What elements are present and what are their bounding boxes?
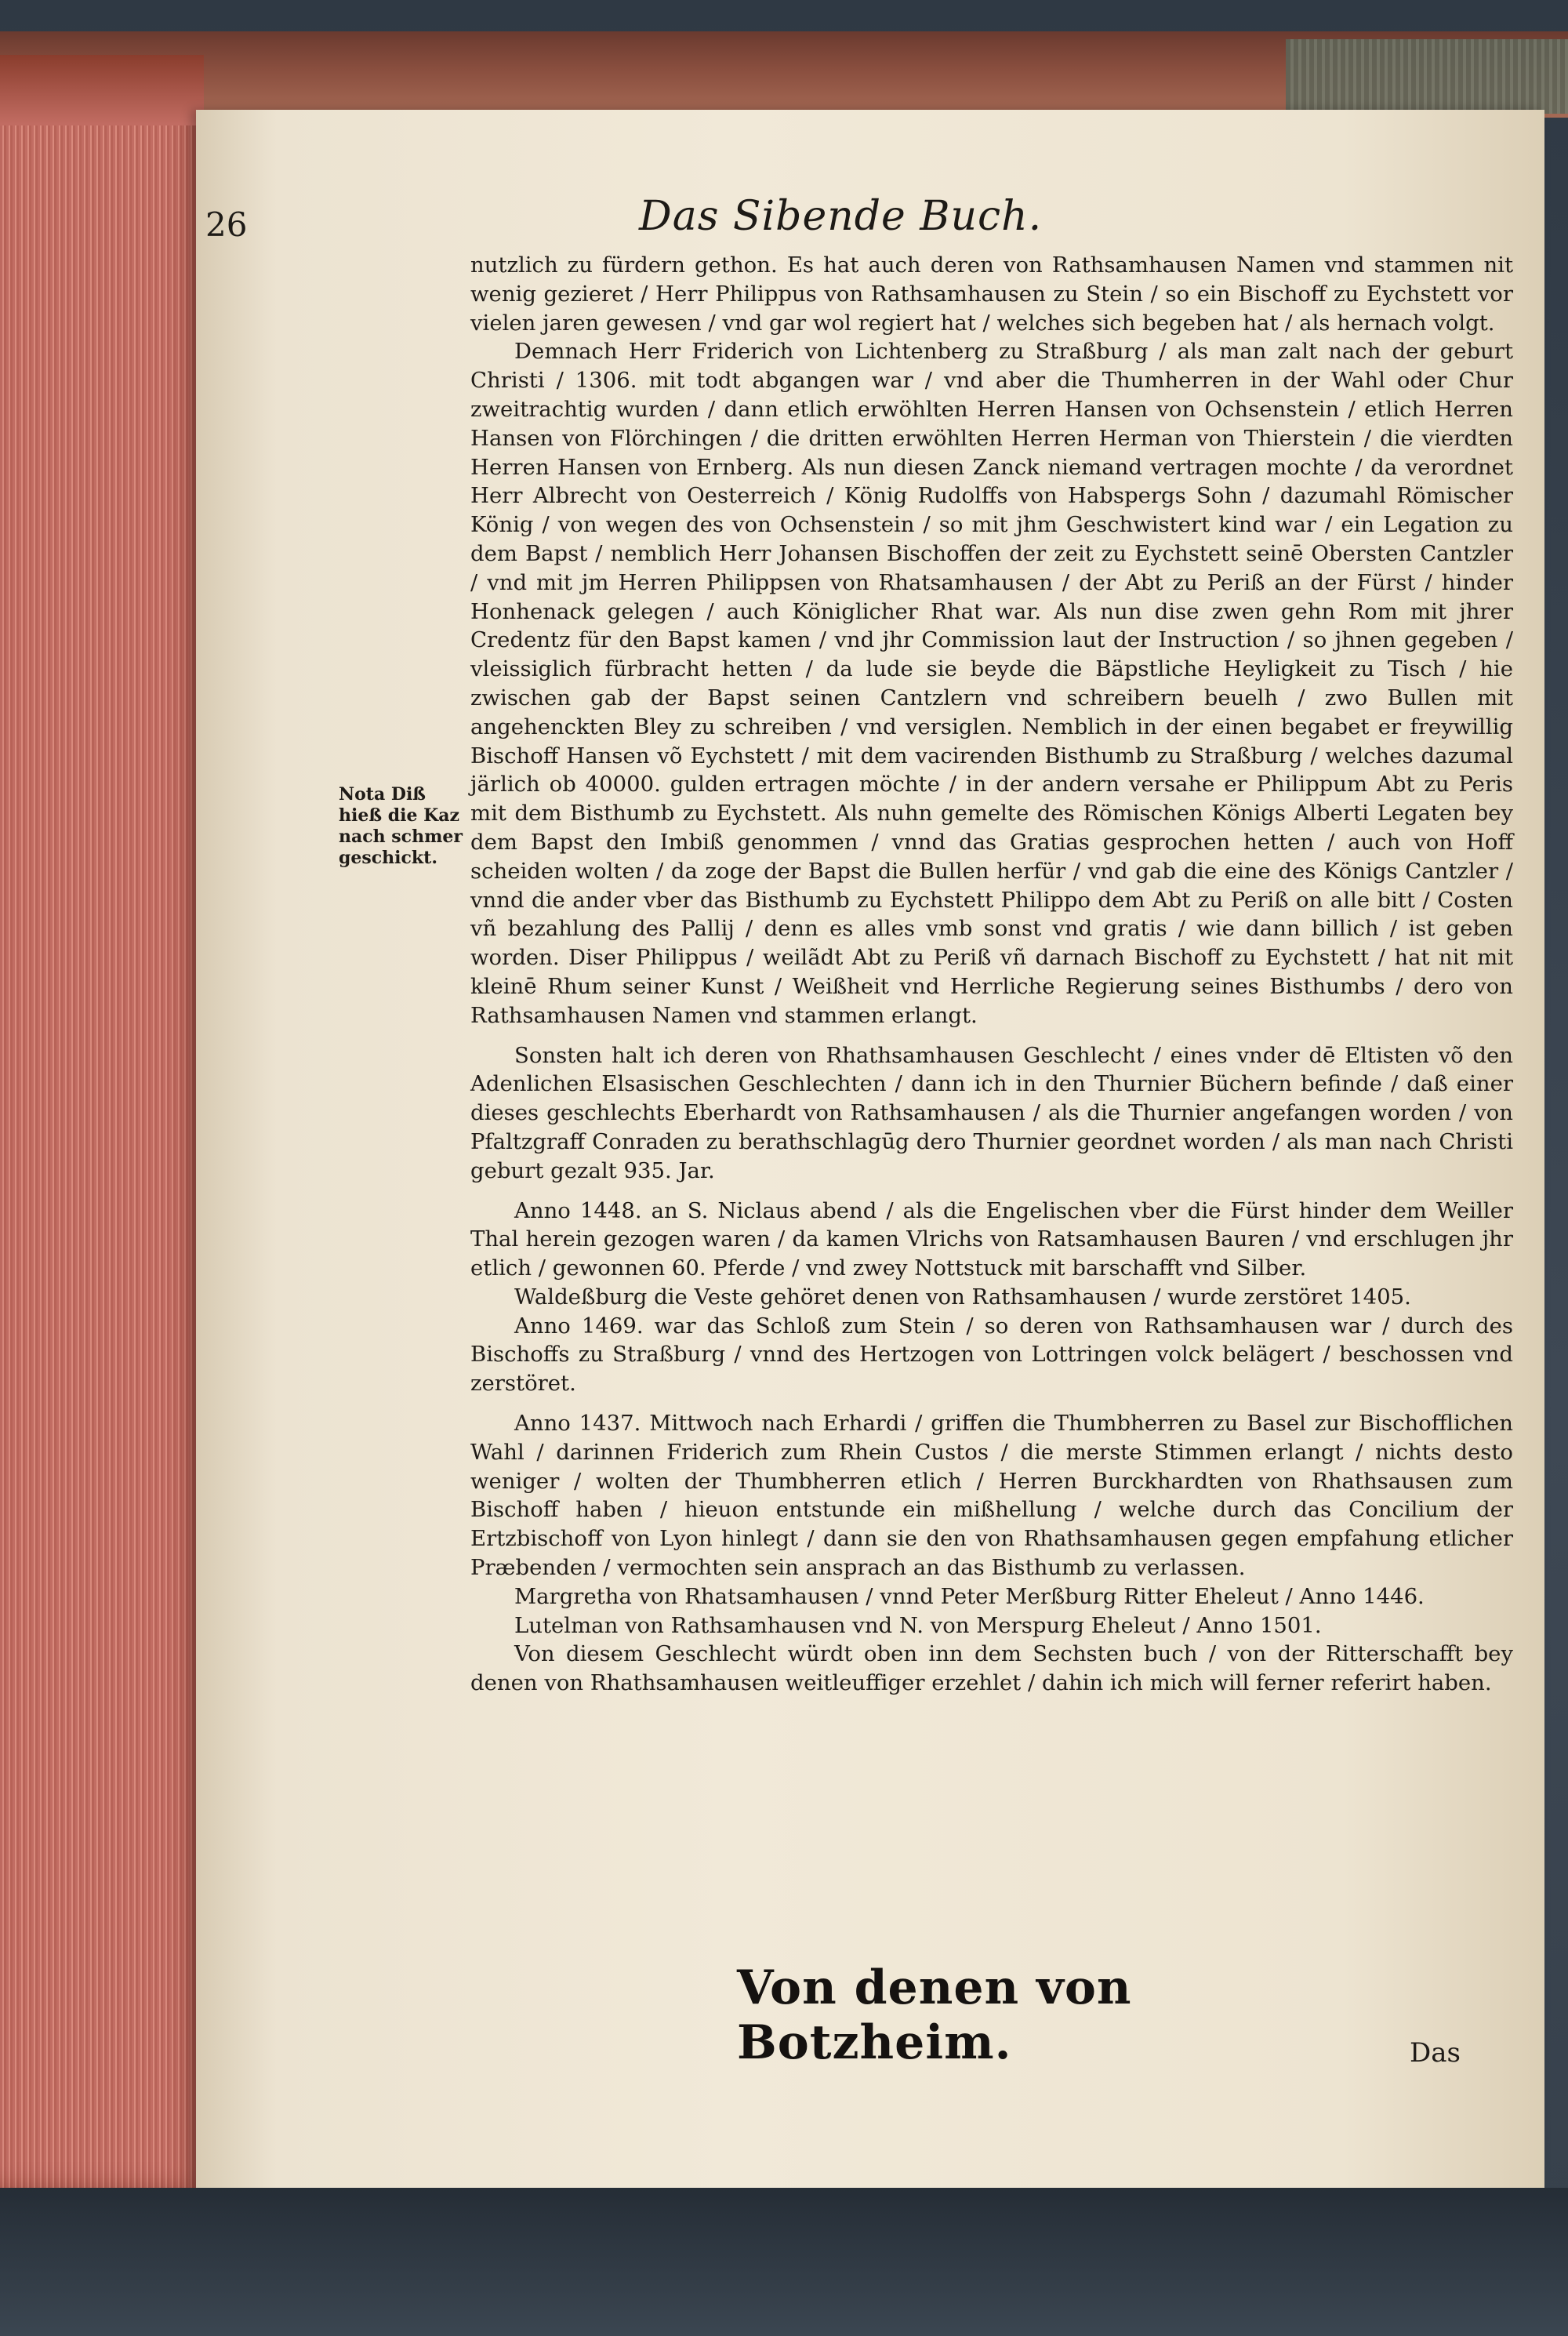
paragraph: nutzlich zu fürdern gethon. Es hat auch deren von Rathsamhausen Namen vnd stammen nit wenig gezieret / Herr Philippus von Rathsamhausen zu Stein / so ein Bischoff zu Eychstett vor vielen jaren gewesen / vnd gar wol regiert hat / welches sich begeben hat / als hernach volgt. bbox=[470, 252, 1513, 336]
page-number: 26 bbox=[205, 205, 248, 244]
paragraph: Sonsten halt ich deren von Rhathsamhausen Geschlecht / eines vnder dē Eltisten võ den Adenlichen Elsasischen Geschlechten / dann ich in den Thurnier Büchern befinde / daß einer dieses geschlechts Eberhardt von Rathsamhausen / als die Thurnier angefangen worden / von Pfaltzgraff Conraden zu berathschlagūg dero Thurnier geordnet worden / als man nach Christi geburt gezalt 935. Jar. bbox=[470, 1042, 1513, 1183]
paragraph: Anno 1469. war das Schloß zum Stein / so deren von Rathsamhausen war / durch des Bischoffs zu Straßburg / vnnd des Hertzogen von Lottringen volck belägert / beschossen vnd zerstöret. bbox=[470, 1313, 1513, 1397]
paragraph: Lutelman von Rathsamhausen vnd N. von Merspurg Eheleut / Anno 1501. bbox=[514, 1612, 1322, 1638]
paragraph: Anno 1448. an S. Niclaus abend / als die Engelischen vber die Fürst hinder dem Weiller Thal herein gezogen waren / da kamen Vlrichs von Ratsamhausen Bauren / vnd erschlugen jhr etlich / gewonnen 60. Pferde / vnd zwey Nottstuck mit barschafft vnd Silber. bbox=[470, 1197, 1513, 1281]
running-title: Das Sibende Buch. bbox=[639, 193, 1043, 240]
bottom-background bbox=[0, 2188, 1568, 2336]
body-text bbox=[470, 251, 1513, 1698]
section-heading: Von denen von Botzheim. bbox=[737, 1960, 1132, 2070]
paragraph: Von diesem Geschlecht würdt oben inn dem Sechsten buch / von der Ritterschafft bey denen von Rhathsamhausen weitleuffiger erzehlet / dahin ich mich will ferner referirt haben. bbox=[470, 1641, 1513, 1696]
paragraph: Waldeßburg die Veste gehöret denen von Rathsamhausen / wurde zerstöret 1405. bbox=[514, 1284, 1411, 1310]
binding-cloth bbox=[1286, 39, 1568, 114]
paragraph: Margretha von Rhatsamhausen / vnnd Peter Merßburg Ritter Eheleut / Anno 1446. bbox=[514, 1583, 1425, 1609]
fore-edge-shadow bbox=[0, 55, 204, 125]
paragraph: Anno 1437. Mittwoch nach Erhardi / griffen die Thumbherren zu Basel zur Bischofflichen Wahl / darinnen Friderich zum Rhein Custos / die merste Stimmen erlangt / nichts desto weniger / wolten der Thumbherren etlich / Herren Burckhardten von Rhathsausen zum Bischoff haben / hieuon entstunde ein mißhellung / welche durch das Concilium der Ertzbischoff von Lyon hinlegt / dann sie den von Rhathsamhausen gegen empfahung etlicher Præbenden / vermochten sein ansprach an das Bisthumb zu verlassen. bbox=[470, 1411, 1513, 1581]
marginal-note: Nota Diß hieß die Kaz nach schmer geschickt. bbox=[339, 784, 463, 868]
paragraph: Demnach Herr Friderich von Lichtenberg zu Straßburg / als man zalt nach der geburt Christi / 1306. mit todt abgangen war / vnd aber die Thumherren in der Wahl oder Chur zweitrachtig wurden / dann etlich erwöhlten Herren Hansen von Ochsenstein / etlich Herren Hansen von Flörchingen / die dritten erwöhlten Herren Herman von Thierstein / die vierdten Herren Hansen von Ernberg. Als nun diesen Zanck niemand vertragen mochte / da verordnet Herr Albrecht von Oesterreich / König Rudolffs von Habspergs Sohn / dazumahl Römischer König / von wegen des von Ochsenstein / so mit jhm Geschwistert kind war / ein Legation zu dem Bapst / nemblich Herr Johansen Bischoffen der zeit zu Eychstett seinē Obersten Cantzler / vnd mit jm Herren Philippsen von Rhatsamhausen / der Abt zu Periß an der Fürst / hinder Honhenack gelegen / auch Königlicher Rhat war. Als nun dise zwen gehn Rom mit jhrer Credentz für den Bapst kamen / vnd jhr Commission laut der Instruction / so jhnen gegeben / vleissiglich fürbracht hetten / da lude sie beyde die Bäpstliche Heyligkeit zu Tisch / hie zwischen gab der Bapst seinen Cantzlern vnd schreibern beuelh / zwo Bullen mit angehenckten Bley zu schreiben / vnd versiglen. Nemblich in der einen begabet er freywillig Bischoff Hansen võ Eychstett / mit dem vacirenden Bisthumb zu Straßburg / welches dazumal järlich ob 40000. gulden ertragen möchte / in der andern versahe er Philippum Abt zu Peris mit dem Bisthumb zu Eychstett. Als nuhn gemelte des Römischen Königs Alberti Legaten bey dem Bapst den Imbiß genommen / vnnd das Gratias gesprochen hetten / auch von Hoff scheiden wolten / da zoge der Bapst die Bullen herfür / vnd gab die eine des Königs Cantzler / vnnd die ander vber das Bisthumb zu Eychstett Philippo dem Abt zu Periß on alle bitt / Costen vñ bezahlung des Pallij / denn es alles vmb sonst vnd gratis / wie dann billich / ist geben worden. Diser Philippus / weilãdt Abt zu Periß vñ darnach Bischoff zu Eychstett / hat nit mit kleinē Rhum seiner Kunst / Weißheit vnd Herrliche Regierung seines Bisthumbs / dero von Rathsamhausen Namen vnd stammen erlangt. bbox=[470, 339, 1513, 1028]
page-fore-edge bbox=[0, 55, 204, 2188]
catchword: Das bbox=[1410, 2037, 1461, 2069]
